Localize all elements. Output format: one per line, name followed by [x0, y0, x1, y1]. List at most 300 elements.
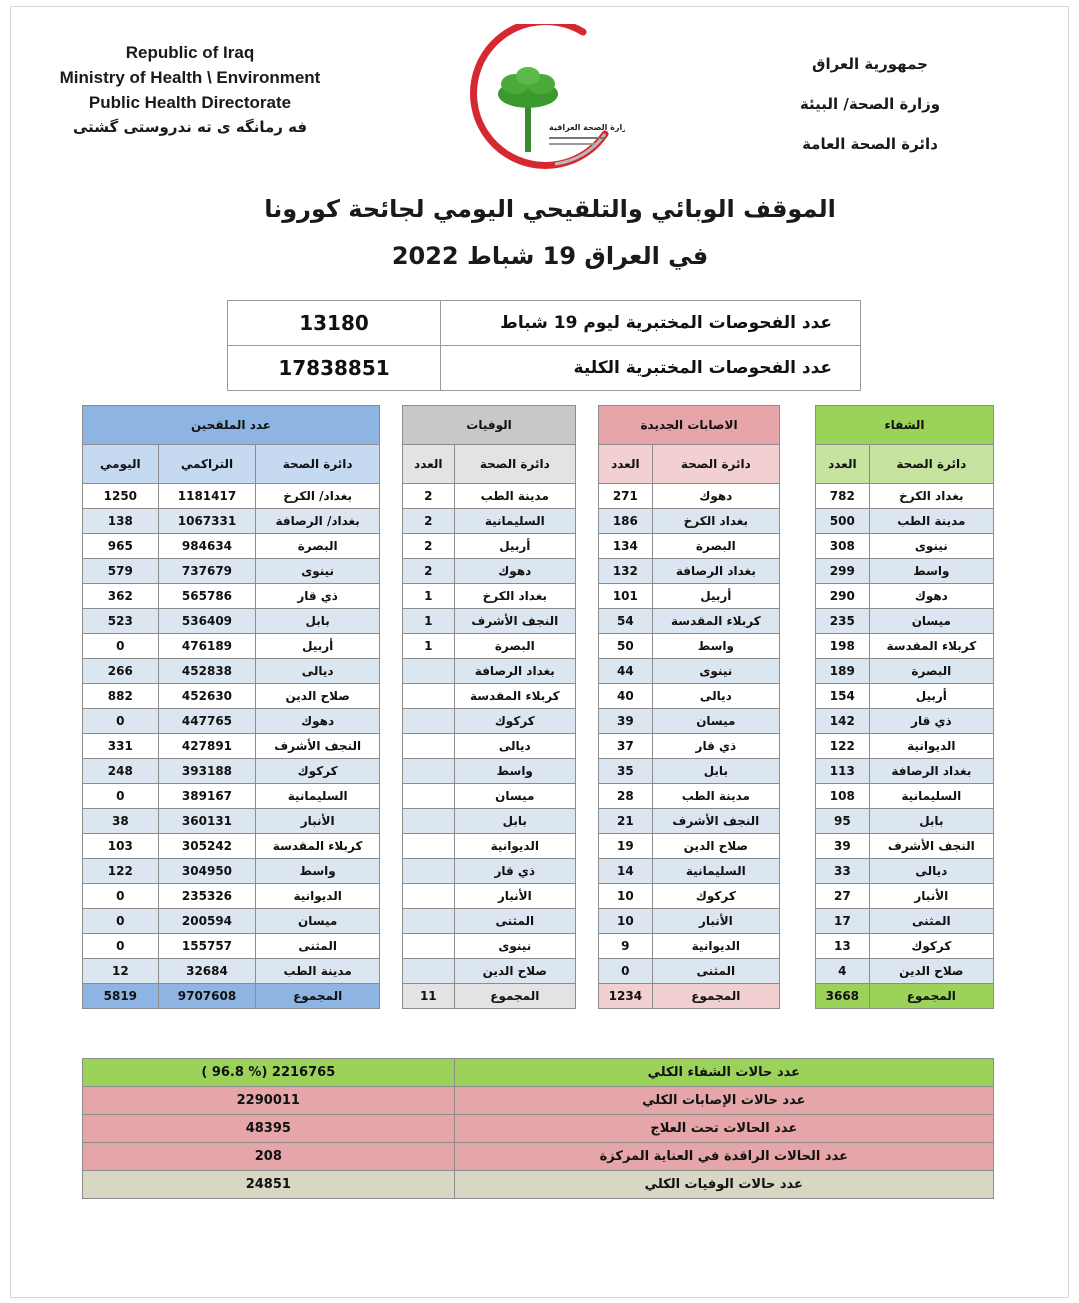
infections-count-cell: 132 — [599, 559, 653, 584]
infections-row — [599, 609, 780, 634]
deaths-dept-cell: ميسان — [454, 784, 575, 809]
recovery-count-cell: 299 — [816, 559, 870, 584]
deaths-dept-cell: السليمانية — [454, 509, 575, 534]
ministry-of-health-palm-logo — [455, 24, 625, 174]
deaths-count-cell: 2 — [403, 534, 455, 559]
vaccinated-dept-cell: ميسان — [256, 909, 380, 934]
deaths-count-cell — [403, 759, 455, 784]
vaccinated-row — [83, 634, 380, 659]
vaccinated-cumulative-cell: 235326 — [158, 884, 256, 909]
recovery-row — [816, 784, 994, 809]
logo-text: وزارة الصحة العراقية — [549, 123, 625, 132]
vaccinated-dept-cell: واسط — [256, 859, 380, 884]
infections-total: 1234 — [599, 984, 653, 1009]
vaccinated-cumulative-cell: 305242 — [158, 834, 256, 859]
vaccinated-row — [83, 584, 380, 609]
recovery-dept-cell: دهوك — [869, 584, 993, 609]
recovery-row — [816, 809, 994, 834]
infections-count-cell: 39 — [599, 709, 653, 734]
recovery-dept-cell: بغداد الكرخ — [869, 484, 993, 509]
infections-count-cell: 9 — [599, 934, 653, 959]
infections-row — [599, 659, 780, 684]
vaccinated-row — [83, 934, 380, 959]
deaths-dept-cell: مدينة الطب — [454, 484, 575, 509]
vaccinated-title-row — [83, 406, 380, 445]
header-ar-ministry: وزارة الصحة/ البيئة — [799, 95, 941, 113]
infections-count-cell: 186 — [599, 509, 653, 534]
deaths-count-cell: 2 — [403, 559, 455, 584]
deaths-dept-cell: الديوانية — [454, 834, 575, 859]
recovery-count-cell: 39 — [816, 834, 870, 859]
vaccinated-dept-cell: السليمانية — [256, 784, 380, 809]
vaccinated-dept-cell: بغداد/ الكرخ — [256, 484, 380, 509]
infections-dept-cell: ديالى — [652, 684, 779, 709]
new-infections-table — [598, 405, 780, 1009]
vaccinated-row — [83, 909, 380, 934]
vaccinated-daily-cell: 882 — [83, 684, 159, 709]
recovery-total-row — [816, 984, 994, 1009]
recovery-dept-cell: كربلاء المقدسة — [869, 634, 993, 659]
deaths-count-cell — [403, 809, 455, 834]
deaths-row — [403, 809, 576, 834]
deaths-count-cell — [403, 659, 455, 684]
vaccinated-cumulative-cell: 737679 — [158, 559, 256, 584]
infections-count-cell: 14 — [599, 859, 653, 884]
deaths-title: الوفيات — [403, 406, 576, 445]
infections-dept-cell: الأنبار — [652, 909, 779, 934]
recovery-dept-cell: مدينة الطب — [869, 509, 993, 534]
deaths-row — [403, 609, 576, 634]
deaths-total: 11 — [403, 984, 455, 1009]
vaccinated-dept-cell: الأنبار — [256, 809, 380, 834]
vaccinated-dept-cell: أربيل — [256, 634, 380, 659]
vaccinated-daily-cell: 103 — [83, 834, 159, 859]
recovery-dept-cell: النجف الأشرف — [869, 834, 993, 859]
recovery-row — [816, 609, 994, 634]
vaccinated-cumulative-cell: 452630 — [158, 684, 256, 709]
vaccinated-dept-cell: الديوانية — [256, 884, 380, 909]
recovery-count-cell: 108 — [816, 784, 870, 809]
deaths-count-cell — [403, 884, 455, 909]
vaccinated-daily-cell: 138 — [83, 509, 159, 534]
infections-dept-cell: ذي قار — [652, 734, 779, 759]
vaccinated-daily-cell: 0 — [83, 709, 159, 734]
summary-value: ( 96.8 %) 2216765 — [83, 1059, 455, 1087]
recovery-col-count: العدد — [816, 445, 870, 484]
vaccinated-daily-cell: 266 — [83, 659, 159, 684]
deaths-dept-cell: واسط — [454, 759, 575, 784]
vaccinated-cumulative-cell: 32684 — [158, 959, 256, 984]
summary-label: عدد حالات الإصابات الكلي — [454, 1087, 993, 1115]
deaths-row — [403, 734, 576, 759]
infections-dept-cell: نينوى — [652, 659, 779, 684]
vaccinated-total-daily: 5819 — [83, 984, 159, 1009]
header-ar-directorate: دائرة الصحة العامة — [802, 135, 938, 153]
deaths-dept-cell: بغداد الرصافة — [454, 659, 575, 684]
recovery-count-cell: 113 — [816, 759, 870, 784]
recovery-table — [815, 405, 994, 1009]
vaccinated-dept-cell: مدينة الطب — [256, 959, 380, 984]
deaths-row — [403, 884, 576, 909]
page-title: الموقف الوبائي والتلقيحي اليومي لجائحة كورونا — [264, 195, 836, 223]
deaths-count-cell — [403, 834, 455, 859]
summary-label: عدد الحالات الراقدة في العناية المركزة — [454, 1143, 993, 1171]
recovery-row — [816, 884, 994, 909]
vaccinated-cumulative-cell: 476189 — [158, 634, 256, 659]
vaccinated-dept-cell: نينوى — [256, 559, 380, 584]
infections-row — [599, 709, 780, 734]
infections-row — [599, 934, 780, 959]
deaths-col-count: العدد — [403, 445, 455, 484]
summary-label: عدد الحالات تحت العلاج — [454, 1115, 993, 1143]
deaths-count-cell — [403, 859, 455, 884]
header-en-country: Republic of Iraq — [125, 43, 255, 62]
total-tests-row — [228, 346, 861, 391]
summary-label: عدد حالات الوفيات الكلي — [454, 1171, 993, 1199]
summary-row — [83, 1059, 994, 1087]
deaths-dept-cell: البصرة — [454, 634, 575, 659]
deaths-count-cell — [403, 909, 455, 934]
infections-count-cell: 21 — [599, 809, 653, 834]
vaccinated-cumulative-cell: 155757 — [158, 934, 256, 959]
recovery-dept-cell: أربيل — [869, 684, 993, 709]
recovery-dept-cell: واسط — [869, 559, 993, 584]
infections-dept-cell: دهوك — [652, 484, 779, 509]
deaths-row — [403, 484, 576, 509]
recovery-count-cell: 27 — [816, 884, 870, 909]
infections-row — [599, 634, 780, 659]
recovery-count-cell: 189 — [816, 659, 870, 684]
vaccinated-dept-cell: بغداد/ الرصافة — [256, 509, 380, 534]
deaths-count-cell: 1 — [403, 609, 455, 634]
infections-count-cell: 37 — [599, 734, 653, 759]
vaccinated-cumulative-cell: 447765 — [158, 709, 256, 734]
infections-dept-cell: واسط — [652, 634, 779, 659]
vaccinated-total-cumulative: 9707608 — [158, 984, 256, 1009]
recovery-dept-cell: كركوك — [869, 934, 993, 959]
recovery-row — [816, 959, 994, 984]
recovery-total: 3668 — [816, 984, 870, 1009]
recovery-title-row — [816, 406, 994, 445]
infections-dept-cell: ميسان — [652, 709, 779, 734]
vaccinated-col-daily: اليومي — [83, 445, 159, 484]
vaccinated-cumulative-cell: 1067331 — [158, 509, 256, 534]
recovery-row — [816, 734, 994, 759]
summary-value: 48395 — [83, 1115, 455, 1143]
infections-row — [599, 959, 780, 984]
summary-label: عدد حالات الشفاء الكلي — [454, 1059, 993, 1087]
deaths-count-cell: 2 — [403, 484, 455, 509]
recovery-count-cell: 290 — [816, 584, 870, 609]
recovery-count-cell: 154 — [816, 684, 870, 709]
deaths-row — [403, 684, 576, 709]
infections-row — [599, 909, 780, 934]
vaccinated-cumulative-cell: 984634 — [158, 534, 256, 559]
vaccinated-daily-cell: 965 — [83, 534, 159, 559]
vaccinated-daily-cell: 579 — [83, 559, 159, 584]
deaths-dept-cell: صلاح الدين — [454, 959, 575, 984]
infections-count-cell: 19 — [599, 834, 653, 859]
deaths-col-dept: دائرة الصحة — [454, 445, 575, 484]
recovery-dept-cell: الأنبار — [869, 884, 993, 909]
deaths-count-cell — [403, 734, 455, 759]
lab-tests-table — [227, 300, 861, 391]
vaccinated-cumulative-cell: 565786 — [158, 584, 256, 609]
infections-row — [599, 759, 780, 784]
vaccinated-row — [83, 959, 380, 984]
infections-count-cell: 0 — [599, 959, 653, 984]
vaccinated-dept-cell: دهوك — [256, 709, 380, 734]
recovery-row — [816, 684, 994, 709]
recovery-count-cell: 142 — [816, 709, 870, 734]
infections-row — [599, 784, 780, 809]
vaccinated-dept-cell: النجف الأشرف — [256, 734, 380, 759]
vaccinated-daily-cell: 0 — [83, 884, 159, 909]
recovery-dept-cell: الديوانية — [869, 734, 993, 759]
recovery-dept-cell: ذي قار — [869, 709, 993, 734]
header-ar-country: جمهورية العراق — [812, 55, 928, 73]
vaccinated-daily-cell: 0 — [83, 934, 159, 959]
deaths-total-row — [403, 984, 576, 1009]
summary-row — [83, 1087, 994, 1115]
infections-dept-cell: الديوانية — [652, 934, 779, 959]
daily-tests-row — [228, 301, 861, 346]
deaths-count-cell — [403, 684, 455, 709]
recovery-count-cell: 500 — [816, 509, 870, 534]
recovery-row — [816, 659, 994, 684]
infections-total-label: المجموع — [652, 984, 779, 1009]
infections-count-cell: 271 — [599, 484, 653, 509]
infections-col-count: العدد — [599, 445, 653, 484]
deaths-row — [403, 559, 576, 584]
infections-count-cell: 10 — [599, 884, 653, 909]
infections-total-row — [599, 984, 780, 1009]
deaths-table — [402, 405, 576, 1009]
infections-row — [599, 809, 780, 834]
deaths-row — [403, 709, 576, 734]
infections-title-row — [599, 406, 780, 445]
vaccinated-row — [83, 709, 380, 734]
vaccinated-col-cumulative: التراكمي — [158, 445, 256, 484]
vaccinated-cumulative-cell: 360131 — [158, 809, 256, 834]
recovery-row — [816, 909, 994, 934]
vaccinated-dept-cell: كركوك — [256, 759, 380, 784]
recovery-count-cell: 17 — [816, 909, 870, 934]
recovery-row — [816, 859, 994, 884]
summary-row — [83, 1115, 994, 1143]
recovery-row — [816, 934, 994, 959]
summary-value: 24851 — [83, 1171, 455, 1199]
deaths-title-row — [403, 406, 576, 445]
infections-row — [599, 734, 780, 759]
vaccinated-row — [83, 784, 380, 809]
vaccinated-daily-cell: 331 — [83, 734, 159, 759]
vaccinated-row — [83, 834, 380, 859]
vaccinated-row — [83, 809, 380, 834]
deaths-dept-cell: المثنى — [454, 909, 575, 934]
recovery-header-row — [816, 445, 994, 484]
recovery-row — [816, 484, 994, 509]
recovery-count-cell: 33 — [816, 859, 870, 884]
vaccinated-daily-cell: 0 — [83, 909, 159, 934]
infections-row — [599, 509, 780, 534]
summary-row — [83, 1171, 994, 1199]
infections-row — [599, 559, 780, 584]
recovery-count-cell: 308 — [816, 534, 870, 559]
vaccinated-total-label: المجموع — [256, 984, 380, 1009]
vaccinated-dept-cell: ذي قار — [256, 584, 380, 609]
vaccinated-dept-cell: ديالى — [256, 659, 380, 684]
deaths-dept-cell: كربلاء المقدسة — [454, 684, 575, 709]
recovery-count-cell: 782 — [816, 484, 870, 509]
summary-value: 208 — [83, 1143, 455, 1171]
infections-count-cell: 101 — [599, 584, 653, 609]
infections-row — [599, 684, 780, 709]
vaccinated-cumulative-cell: 427891 — [158, 734, 256, 759]
deaths-row — [403, 634, 576, 659]
deaths-row — [403, 859, 576, 884]
recovery-row — [816, 534, 994, 559]
recovery-count-cell: 4 — [816, 959, 870, 984]
infections-header-row — [599, 445, 780, 484]
infections-dept-cell: صلاح الدين — [652, 834, 779, 859]
vaccinated-row — [83, 884, 380, 909]
vaccinated-dept-cell: صلاح الدين — [256, 684, 380, 709]
header-en-directorate: Public Health Directorate — [88, 93, 292, 112]
deaths-row — [403, 934, 576, 959]
vaccinated-row — [83, 609, 380, 634]
infections-dept-cell: أربيل — [652, 584, 779, 609]
infections-row — [599, 584, 780, 609]
recovery-dept-cell: البصرة — [869, 659, 993, 684]
infections-count-cell: 134 — [599, 534, 653, 559]
infections-title: الاصابات الجديدة — [599, 406, 780, 445]
infections-dept-cell: النجف الأشرف — [652, 809, 779, 834]
recovery-dept-cell: ميسان — [869, 609, 993, 634]
deaths-header-row — [403, 445, 576, 484]
vaccinated-title: عدد الملقحين — [83, 406, 380, 445]
total-tests-value: 17838851 — [228, 346, 441, 391]
infections-dept-cell: البصرة — [652, 534, 779, 559]
recovery-row — [816, 509, 994, 534]
recovery-dept-cell: السليمانية — [869, 784, 993, 809]
infections-row — [599, 859, 780, 884]
recovery-dept-cell: صلاح الدين — [869, 959, 993, 984]
vaccinated-row — [83, 509, 380, 534]
vaccinated-daily-cell: 0 — [83, 784, 159, 809]
deaths-dept-cell: بابل — [454, 809, 575, 834]
deaths-count-cell: 1 — [403, 584, 455, 609]
deaths-dept-cell: النجف الأشرف — [454, 609, 575, 634]
infections-count-cell: 40 — [599, 684, 653, 709]
deaths-row — [403, 759, 576, 784]
vaccinated-daily-cell: 38 — [83, 809, 159, 834]
header-kurdish: فه رمانگه ی ته ندروستی گشتی — [72, 118, 308, 136]
deaths-total-label: المجموع — [454, 984, 575, 1009]
deaths-dept-cell: ذي قار — [454, 859, 575, 884]
page-subtitle-date: في العراق 19 شباط 2022 — [391, 242, 709, 270]
recovery-row — [816, 759, 994, 784]
infections-count-cell: 50 — [599, 634, 653, 659]
deaths-dept-cell: ديالى — [454, 734, 575, 759]
vaccinated-col-dept: دائرة الصحة — [256, 445, 380, 484]
infections-dept-cell: بغداد الرصافة — [652, 559, 779, 584]
vaccinated-dept-cell: كربلاء المقدسة — [256, 834, 380, 859]
deaths-row — [403, 659, 576, 684]
recovery-count-cell: 235 — [816, 609, 870, 634]
vaccinated-daily-cell: 523 — [83, 609, 159, 634]
deaths-dept-cell: الأنبار — [454, 884, 575, 909]
infections-count-cell: 35 — [599, 759, 653, 784]
recovery-count-cell: 122 — [816, 734, 870, 759]
recovery-total-label: المجموع — [869, 984, 993, 1009]
recovery-title: الشفاء — [816, 406, 994, 445]
vaccinated-row — [83, 684, 380, 709]
vaccinated-daily-cell: 362 — [83, 584, 159, 609]
vaccinated-dept-cell: بابل — [256, 609, 380, 634]
vaccinated-cumulative-cell: 1181417 — [158, 484, 256, 509]
vaccinated-cumulative-cell: 452838 — [158, 659, 256, 684]
infections-row — [599, 884, 780, 909]
daily-tests-label: عدد الفحوصات المختبرية ليوم 19 شباط — [441, 301, 861, 346]
infections-dept-cell: كربلاء المقدسة — [652, 609, 779, 634]
infections-dept-cell: المثنى — [652, 959, 779, 984]
vaccinated-row — [83, 734, 380, 759]
vaccinated-row — [83, 659, 380, 684]
vaccinated-row — [83, 534, 380, 559]
recovery-row — [816, 709, 994, 734]
infections-count-cell: 28 — [599, 784, 653, 809]
vaccinated-row — [83, 484, 380, 509]
daily-tests-value: 13180 — [228, 301, 441, 346]
deaths-count-cell — [403, 934, 455, 959]
deaths-dept-cell: بغداد الكرخ — [454, 584, 575, 609]
infections-count-cell: 54 — [599, 609, 653, 634]
vaccinated-total-row — [83, 984, 380, 1009]
recovery-col-dept: دائرة الصحة — [869, 445, 993, 484]
recovery-dept-cell: بابل — [869, 809, 993, 834]
summary-table — [82, 1058, 994, 1199]
recovery-dept-cell: المثنى — [869, 909, 993, 934]
infections-count-cell: 44 — [599, 659, 653, 684]
summary-row — [83, 1143, 994, 1171]
infections-row — [599, 534, 780, 559]
vaccinated-dept-cell: المثنى — [256, 934, 380, 959]
deaths-count-cell — [403, 959, 455, 984]
header-english — [30, 40, 350, 140]
infections-col-dept: دائرة الصحة — [652, 445, 779, 484]
vaccinated-daily-cell: 248 — [83, 759, 159, 784]
deaths-dept-cell: دهوك — [454, 559, 575, 584]
vaccinated-dept-cell: البصرة — [256, 534, 380, 559]
recovery-row — [816, 559, 994, 584]
infections-dept-cell: مدينة الطب — [652, 784, 779, 809]
infections-row — [599, 484, 780, 509]
recovery-count-cell: 198 — [816, 634, 870, 659]
deaths-count-cell: 2 — [403, 509, 455, 534]
recovery-row — [816, 634, 994, 659]
vaccinated-row — [83, 559, 380, 584]
deaths-count-cell: 1 — [403, 634, 455, 659]
vaccinated-daily-cell: 1250 — [83, 484, 159, 509]
vaccinated-cumulative-cell: 200594 — [158, 909, 256, 934]
vaccinated-daily-cell: 122 — [83, 859, 159, 884]
infections-row — [599, 834, 780, 859]
infections-dept-cell: بغداد الكرخ — [652, 509, 779, 534]
summary-value: 2290011 — [83, 1087, 455, 1115]
deaths-row — [403, 959, 576, 984]
recovery-count-cell: 13 — [816, 934, 870, 959]
